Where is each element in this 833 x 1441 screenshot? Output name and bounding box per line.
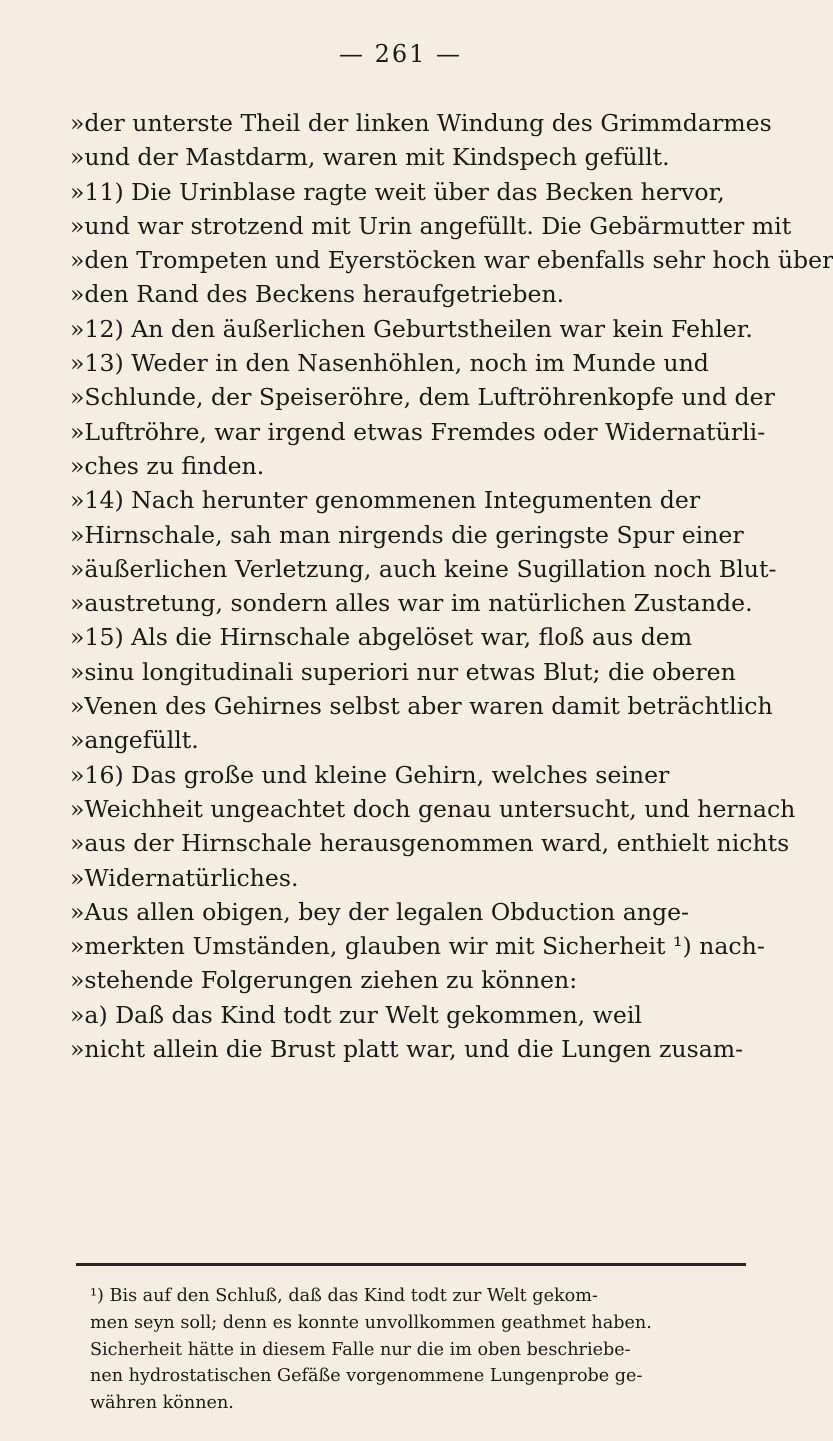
text-line: »Venen des Gehirnes selbst aber waren damit beträchtlich xyxy=(70,692,773,721)
text-line: »13) Weder in den Nasenhöhlen, noch im Munde und xyxy=(70,349,709,378)
text-line: »Weichheit ungeachtet doch genau untersucht, und hernach xyxy=(70,794,796,823)
text-line: »den Trompeten und Eyerstöcken war ebenfalls sehr hoch über xyxy=(70,246,833,275)
footnote-line: Sicherheit hätte in diesem Falle nur die im oben beschriebe- xyxy=(90,1339,631,1360)
footnote xyxy=(90,1283,746,1417)
text-line: »nicht allein die Brust platt war, und die Lungen zusam- xyxy=(70,1035,744,1064)
footnote-line: men seyn soll; denn es konnte unvollkommen geathmet haben. xyxy=(90,1312,652,1333)
text-line: »ches zu finden. xyxy=(70,451,265,480)
text-line: »angefüllt. xyxy=(70,726,199,755)
text-line: »stehende Folgerungen ziehen zu können: xyxy=(70,966,578,995)
text-line: »den Rand des Beckens heraufgetrieben. xyxy=(70,280,565,309)
footnote-line: nen hydrostatischen Gefäße vorgenommene Lungenprobe ge- xyxy=(90,1366,643,1387)
text-line: »11) Die Urinblase ragte weit über das Becken hervor, xyxy=(70,177,725,206)
text-line: »a) Daß das Kind todt zur Welt gekommen, weil xyxy=(70,1000,642,1029)
text-line: »und der Mastdarm, waren mit Kindspech gefüllt. xyxy=(70,143,670,172)
text-line: »Aus allen obigen, bey der legalen Obduction ange- xyxy=(70,897,690,926)
text-line: »austretung, sondern alles war im natürlichen Zustande. xyxy=(70,589,753,618)
text-line: »14) Nach herunter genommenen Integumenten der xyxy=(70,486,701,515)
main-text xyxy=(70,106,833,1066)
text-line: »der unterste Theil der linken Windung des Grimmdarmes xyxy=(70,109,772,137)
text-line: »äußerlichen Verletzung, auch keine Sugillation noch Blut- xyxy=(70,554,777,583)
text-line: »12) An den äußerlichen Geburtstheilen war kein Fehler. xyxy=(70,314,753,343)
footnote-line: ¹) Bis auf den Schluß, daß das Kind todt zur Welt gekom- xyxy=(90,1286,598,1306)
page-number: — 261 — xyxy=(338,40,463,68)
text-line: »16) Das große und kleine Gehirn, welches seiner xyxy=(70,760,670,789)
text-line: »Hirnschale, sah man nirgends die geringste Spur einer xyxy=(70,520,744,549)
footnote-divider xyxy=(76,1263,746,1266)
text-line: »und war strotzend mit Urin angefüllt. Die Gebärmutter mit xyxy=(70,211,792,240)
text-line: »Widernatürliches. xyxy=(70,863,299,892)
text-line: »sinu longitudinali superiori nur etwas Blut; die oberen xyxy=(70,657,736,686)
text-line: »Luftröhre, war irgend etwas Fremdes oder Widernatürli- xyxy=(70,417,766,446)
text-line: »merkten Umständen, glauben wir mit Sicherheit ¹) nach- xyxy=(70,932,765,961)
text-line: »aus der Hirnschale herausgenommen ward, enthielt nichts xyxy=(70,829,790,858)
text-line: »15) Als die Hirnschale abgelöset war, floß aus dem xyxy=(70,623,693,652)
footnote-line: währen können. xyxy=(90,1393,234,1414)
text-line: »Schlunde, der Speiseröhre, dem Luftröhrenkopfe und der xyxy=(70,383,775,412)
